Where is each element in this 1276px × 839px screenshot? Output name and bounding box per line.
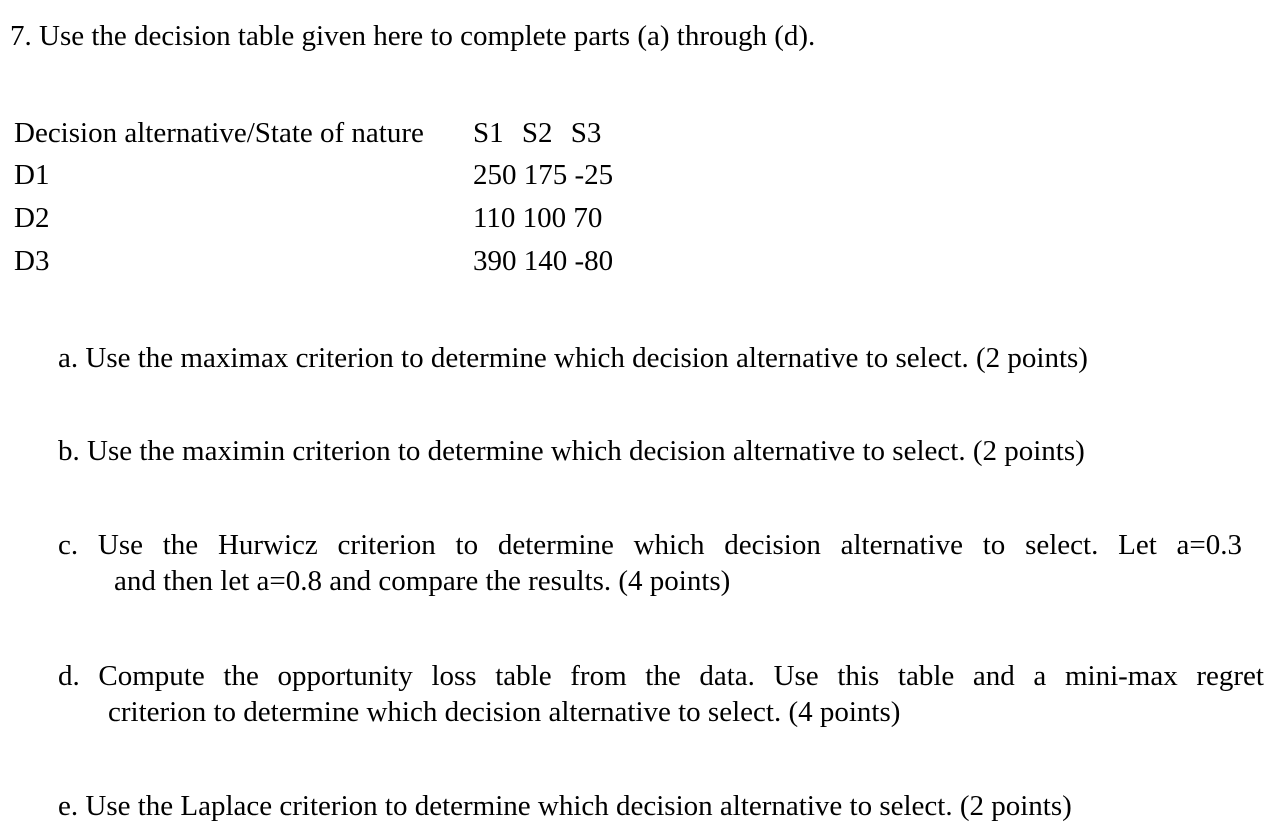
table-row	[14, 243, 714, 279]
part-c-text-line1: c. Use the Hurwicz criterion to determine which decision alternative to select. Let a=0.3	[58, 529, 1242, 561]
table-row-values: 390 140 -80	[473, 245, 614, 277]
part-d	[58, 658, 1264, 730]
question-title: 7. Use the decision table given here to complete parts (a) through (d).	[10, 20, 816, 52]
table-row-label: D1	[14, 159, 50, 191]
part-a-text: a. Use the maximax criterion to determine which decision alternative to select. (2 points)	[58, 342, 1088, 374]
part-d-text-line1: d. Compute the opportunity loss table from the data. Use this table and a mini-max regret	[58, 660, 1264, 692]
part-c-text-line2: and then let a=0.8 and compare the results. (4 points)	[114, 565, 731, 597]
part-e-text: e. Use the Laplace criterion to determine which decision alternative to select. (2 points)	[58, 790, 1072, 822]
part-c	[58, 527, 1242, 599]
table-header-states: S1 S2 S3	[473, 117, 602, 149]
table-row-label: D2	[14, 202, 50, 234]
part-b-text: b. Use the maximin criterion to determine which decision alternative to select. (2 points)	[58, 435, 1085, 467]
table-header-row	[14, 115, 714, 151]
part-e	[58, 788, 1264, 824]
table-header-label: Decision alternative/State of nature	[14, 117, 424, 149]
part-b	[58, 433, 1264, 469]
part-d-text-line2: criterion to determine which decision alternative to select. (4 points)	[108, 696, 901, 728]
table-row-label: D3	[14, 245, 50, 277]
table-row	[14, 157, 714, 193]
table-row	[14, 200, 714, 236]
table-row-values: 250 175 -25	[473, 159, 614, 191]
table-row-values: 110 100 70	[473, 202, 603, 234]
part-a	[58, 340, 1264, 376]
